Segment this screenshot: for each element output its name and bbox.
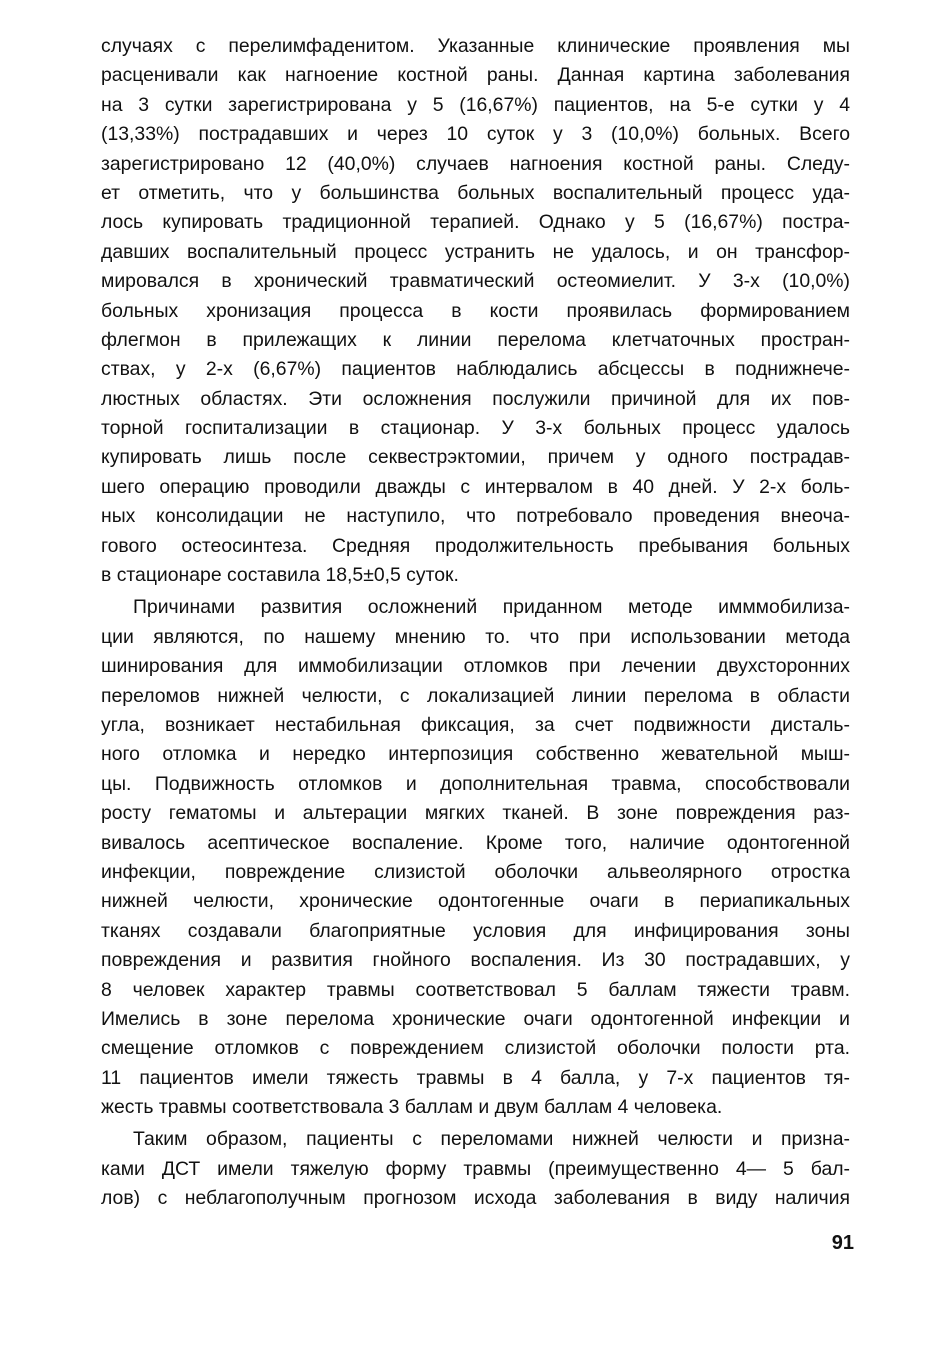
paragraph-1 [101,32,850,590]
text-line: люстных областях. Эти осложнения послужили причиной для их пов- [101,387,850,410]
text-line: шинирования для иммобилизации отломков при лечении двухсторонних [101,655,850,678]
text-line: в стационаре составила 18,5±0,5 суток. [101,564,459,587]
text-line: инфекции, повреждение слизистой оболочки альвеолярного отростка [101,860,850,883]
text-line: лось купировать традиционной терапией. Однако у 5 (16,67%) постра- [101,211,850,234]
text-line: на 3 сутки зарегистрирована у 5 (16,67%) пациентов, на 5-е сутки у 4 [101,93,850,116]
text-line: (13,33%) пострадавших и через 10 суток у 3 (10,0%) больных. Всего [101,123,850,146]
text-line: Причинами развития осложнений приданном методе имммобилиза- [133,596,850,619]
text-line: мировался в хронический травматический остеомиелит. У 3-х (10,0%) [101,270,850,293]
text-line: ции являются, по нашему мнению то. что при использовании метода [101,625,850,648]
text-line: ками ДСТ имели тяжелую форму травмы (преимущественно 4— 5 бал- [101,1157,850,1180]
text-line: ного отломка и нередко интерпозиция собственно жевательной мыш- [101,743,850,766]
text-line: зарегистрировано 12 (40,0%) случаев нагноения костной раны. Следу- [101,152,850,175]
page-number: 91 [831,1232,854,1254]
text-line: росту гематомы и альтерации мягких тканей. В зоне повреждения раз- [101,802,850,825]
text-line: смещение отломков с повреждением слизистой оболочки полости рта. [101,1037,850,1060]
text-line: тканях создавали благоприятные условия для инфицирования зоны [101,919,850,942]
text-line: ных консолидации не наступило, что потребовало проведения внеоча- [101,505,850,528]
text-line: давших воспалительный процесс устранить не удалось, и он трансфор- [101,240,850,263]
text-line: торной госпитализации в стационар. У 3-х больных процесс удалось [101,417,850,440]
text-line: повреждения и развития гнойного воспаления. Из 30 пострадавших, у [101,949,850,972]
text-line: нижней челюсти, хронические одонтогенные очаги в периапикальных [101,890,850,913]
text-line: вивалось асептическое воспаление. Кроме того, наличие одонтогенной [101,831,850,854]
text-line: цы. Подвижность отломков и дополнительная травма, способствовали [101,772,850,795]
text-line: случаях с перелимфаденитом. Указанные клинические проявления мы [101,35,850,57]
paragraph-3 [101,1125,850,1213]
paragraph-2 [101,593,850,1122]
text-line: угла, возникает нестабильная фиксация, за счет подвижности дисталь- [101,713,850,736]
text-line: лов) с неблагополучным прогнозом исхода заболевания в виду наличия [101,1187,850,1210]
text-line: гового остеосинтеза. Средняя продолжительность пребывания больных [101,534,850,557]
text-line: 8 человек характер травмы соответствовал 5 баллам тяжести травм. [101,978,850,1001]
text-line: больных хронизация процесса в кости проявилась формированием [101,299,850,322]
text-line: Таким образом, пациенты с переломами нижней челюсти и призна- [133,1128,850,1151]
text-line: 11 пациентов имели тяжесть травмы в 4 балла, у 7-х пациентов тя- [101,1066,850,1089]
text-line: флегмон в прилежащих к линии перелома клетчаточных простран- [101,328,850,351]
text-line: шего операцию проводили дважды с интервалом в 40 дней. У 2-х боль- [101,475,850,498]
text-line: Имелись в зоне перелома хронические очаги одонтогенной инфекции и [101,1007,850,1030]
text-line: жесть травмы соответствовала 3 баллам и двум баллам 4 человека. [101,1096,723,1119]
text-line: ствах, у 2-х (6,67%) пациентов наблюдались абсцессы в поднижнече- [101,358,850,381]
text-line: переломов нижней челюсти, с локализацией линии перелома в области [101,684,850,707]
text-line: ет отметить, что у большинства больных воспалительный процесс уда- [101,181,850,204]
text-line: купировать лишь после секвестрэктомии, причем у одного пострадав- [101,446,850,469]
page-body [101,32,850,1214]
text-line: расценивали как нагноение костной раны. Данная картина заболевания [101,64,850,87]
